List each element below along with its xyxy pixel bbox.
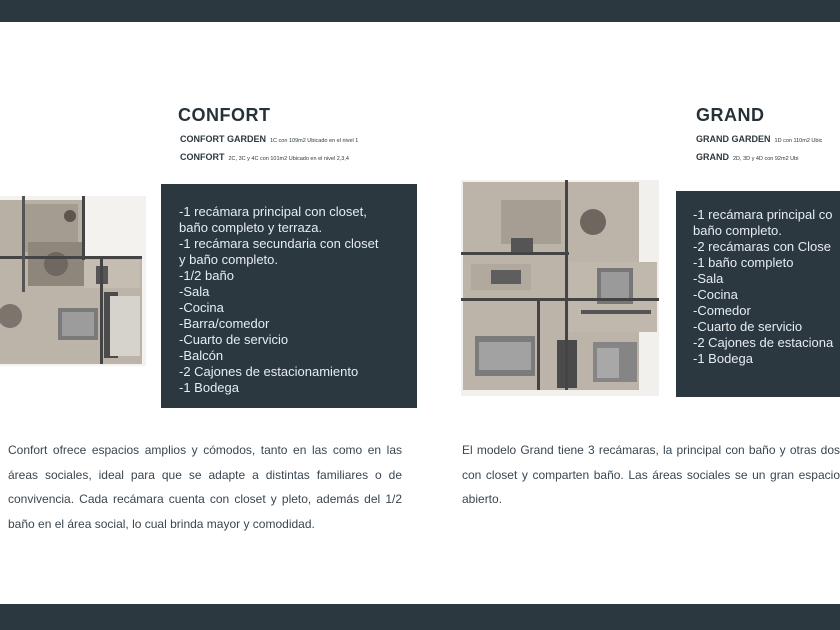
confort-label: CONFORT xyxy=(180,152,225,162)
grand-garden-label: GRAND GARDEN xyxy=(696,134,771,144)
feature-line: baño completo. xyxy=(693,223,782,238)
confort-garden-detail: 1C con 109m2 Ubicado en el nivel 1 xyxy=(270,138,359,144)
feature-line: -Cuarto de servicio xyxy=(179,332,289,347)
top-bar xyxy=(0,0,840,22)
grand-title: GRAND xyxy=(696,105,765,125)
feature-line: -1/2 baño xyxy=(179,268,234,283)
feature-line: -Sala xyxy=(179,284,210,299)
grand-floor-plan-image xyxy=(461,180,659,396)
feature-line: -Cuarto de servicio xyxy=(693,319,803,334)
confort-title: CONFORT xyxy=(178,105,271,125)
feature-line: -Balcón xyxy=(179,348,224,363)
feature-line: -Cocina xyxy=(693,287,738,302)
feature-line: -2 recámaras con Close xyxy=(693,239,831,254)
confort-garden-subtitle xyxy=(180,134,358,144)
grand-detail: 2D, 3D y 4D con 92m2 Ubi xyxy=(733,156,799,162)
feature-line: -1 recámara secundaria con closet xyxy=(179,236,379,251)
confort-description: Confort ofrece espacios amplios y cómodos, tanto en las como en las áreas sociales, ideal para que se adapte a distintas familiares o de convivencia. Cada recámara cuenta con closet y pleto, además del 1/2 baño en el área social, lo cual brinda mayor y comodidad. xyxy=(8,443,402,531)
grand-subtitle xyxy=(696,152,798,162)
feature-line: baño completo y terraza. xyxy=(179,220,323,235)
feature-line: -Barra/comedor xyxy=(179,316,270,331)
feature-line: -1 recámara principal con closet, xyxy=(179,204,367,219)
grand-garden-detail: 1D con 110m2 Ubic xyxy=(774,138,823,144)
confort-detail: 2C, 3C y 4C con 101m2 Ubicado en el nivel 2,3,4 xyxy=(228,156,349,162)
feature-line: -Sala xyxy=(693,271,724,286)
feature-line: -1 Bodega xyxy=(693,351,753,366)
feature-line: -1 Bodega xyxy=(179,380,239,395)
grand-label: GRAND xyxy=(696,152,729,162)
bottom-bar xyxy=(0,604,840,630)
feature-line: -1 baño completo xyxy=(693,255,794,270)
feature-line: -1 recámara principal co xyxy=(693,207,833,222)
grand-features-panel xyxy=(676,191,840,397)
grand-description: El modelo Grand tiene 3 recámaras, la principal con baño y otras dos con closet y comparten baño. Las áreas sociales se un gran espacio abierto. xyxy=(462,443,840,506)
feature-line: -Cocina xyxy=(179,300,224,315)
feature-line: -Comedor xyxy=(693,303,751,318)
confort-features-panel xyxy=(161,184,417,408)
confort-subtitle xyxy=(180,152,349,162)
feature-line: -2 Cajones de estacionamiento xyxy=(179,364,359,379)
grand-garden-subtitle xyxy=(696,134,822,144)
feature-line: -2 Cajones de estaciona xyxy=(693,335,834,350)
confort-floor-plan-image xyxy=(0,196,146,366)
feature-line: y baño completo. xyxy=(179,252,279,267)
confort-garden-label: CONFORT GARDEN xyxy=(180,134,266,144)
